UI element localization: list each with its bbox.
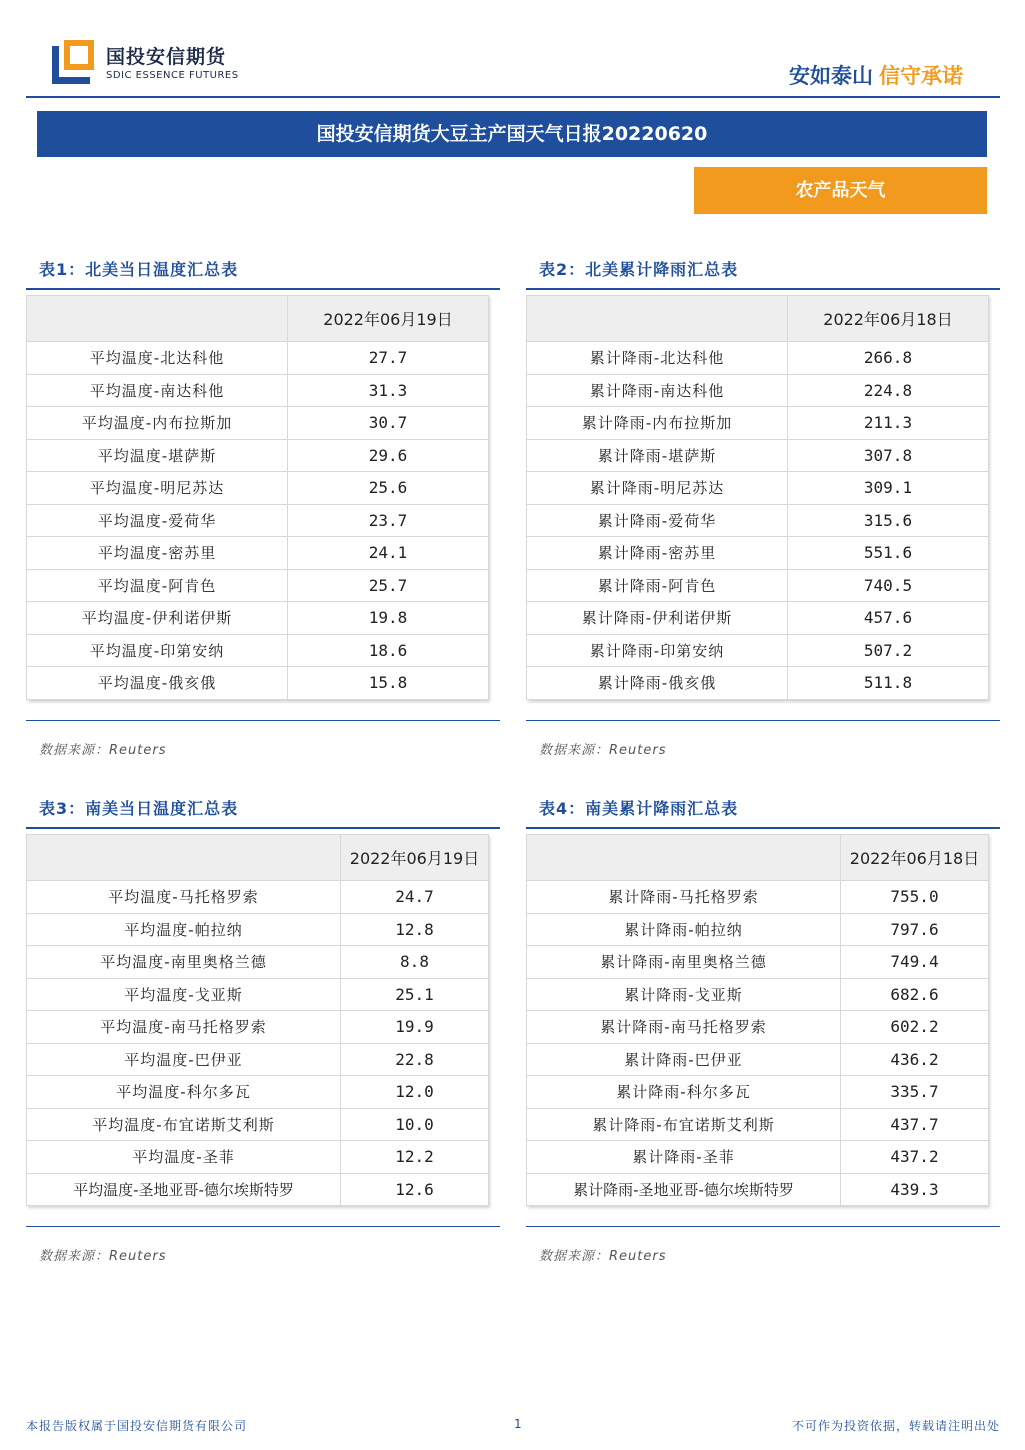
table-row (27, 537, 489, 570)
table-caption: 表2：北美累计降雨汇总表 (539, 260, 739, 279)
data-table (526, 834, 989, 1206)
row-label: 累计降雨-伊利诺伊斯 (527, 602, 788, 635)
table-row (527, 946, 989, 979)
row-value: 29.6 (288, 439, 489, 472)
row-label: 累计降雨-南马托格罗索 (527, 1011, 841, 1044)
data-source: 数据来源：Reuters (539, 742, 667, 758)
copyright-notice: 本报告版权属于国投安信期货有限公司 (26, 1419, 248, 1433)
data-table (26, 295, 489, 700)
row-value: 457.6 (788, 602, 989, 635)
table-row (527, 1043, 989, 1076)
row-label: 累计降雨-印第安纳 (527, 634, 788, 667)
row-value: 24.1 (288, 537, 489, 570)
table-row (27, 1108, 489, 1141)
table-row (527, 439, 989, 472)
row-label: 累计降雨-内布拉斯加 (527, 407, 788, 440)
row-label: 累计降雨-科尔多瓦 (527, 1076, 841, 1109)
row-label: 累计降雨-南里奥格兰德 (527, 946, 841, 979)
row-label: 平均温度-布宜诺斯艾利斯 (27, 1108, 341, 1141)
header-date-cell: 2022年06月19日 (288, 296, 489, 342)
table-section-3 (26, 797, 500, 1264)
row-value: 8.8 (341, 946, 489, 979)
table-row (527, 1108, 989, 1141)
row-value: 266.8 (788, 342, 989, 375)
row-value: 25.1 (341, 978, 489, 1011)
disclaimer: 不可作为投资依据，转载请注明出处 (791, 1419, 1000, 1433)
table-row (527, 881, 989, 914)
company-logo (52, 40, 242, 88)
table-caption: 表4：南美累计降雨汇总表 (539, 799, 739, 818)
table-row (527, 472, 989, 505)
table-row (527, 667, 989, 700)
row-value: 309.1 (788, 472, 989, 505)
table-row (27, 881, 489, 914)
table-caption: 表1：北美当日温度汇总表 (39, 260, 239, 279)
row-label: 平均温度-伊利诺伊斯 (27, 602, 288, 635)
row-value: 439.3 (841, 1173, 989, 1206)
table-row (27, 634, 489, 667)
table-row (27, 407, 489, 440)
row-value: 749.4 (841, 946, 989, 979)
table-row (27, 1173, 489, 1206)
row-value: 224.8 (788, 374, 989, 407)
row-label: 平均温度-科尔多瓦 (27, 1076, 341, 1109)
row-value: 27.7 (288, 342, 489, 375)
row-label: 平均温度-北达科他 (27, 342, 288, 375)
slogan-part2: 信守承诺 (879, 64, 963, 88)
row-value: 437.7 (841, 1108, 989, 1141)
table-row (527, 342, 989, 375)
caption-divider (26, 288, 500, 290)
slogan-part1: 安如泰山 (789, 64, 873, 88)
row-value: 31.3 (288, 374, 489, 407)
row-label: 平均温度-戈亚斯 (27, 978, 341, 1011)
page-footer (26, 1417, 1000, 1437)
row-value: 12.2 (341, 1141, 489, 1174)
report-title: 国投安信期货大豆主产国天气日报20220620 (37, 111, 987, 157)
header-label-cell (527, 835, 841, 881)
row-value: 740.5 (788, 569, 989, 602)
table-row (27, 946, 489, 979)
table-row (527, 407, 989, 440)
row-label: 平均温度-圣地亚哥-德尔埃斯特罗 (27, 1173, 341, 1206)
table-header-row (527, 296, 989, 342)
table-row (27, 602, 489, 635)
row-label: 平均温度-内布拉斯加 (27, 407, 288, 440)
table-row (527, 634, 989, 667)
row-label: 平均温度-帕拉纳 (27, 913, 341, 946)
row-label: 累计降雨-爱荷华 (527, 504, 788, 537)
header-date-cell: 2022年06月18日 (841, 835, 989, 881)
table-row (527, 1076, 989, 1109)
row-value: 24.7 (341, 881, 489, 914)
row-label: 累计降雨-巴伊亚 (527, 1043, 841, 1076)
table-row (527, 504, 989, 537)
caption-divider (526, 827, 1000, 829)
data-source: 数据来源：Reuters (39, 1249, 167, 1264)
row-label: 平均温度-马托格罗索 (27, 881, 341, 914)
row-value: 436.2 (841, 1043, 989, 1076)
row-value: 15.8 (288, 667, 489, 700)
company-name-cn: 国投安信期货 (106, 46, 227, 68)
data-table (526, 295, 989, 700)
row-value: 22.8 (341, 1043, 489, 1076)
row-label: 累计降雨-圣菲 (527, 1141, 841, 1174)
row-value: 797.6 (841, 913, 989, 946)
row-value: 19.8 (288, 602, 489, 635)
row-label: 累计降雨-马托格罗索 (527, 881, 841, 914)
row-value: 335.7 (841, 1076, 989, 1109)
data-source: 数据来源：Reuters (39, 742, 167, 758)
table-header-row (27, 296, 489, 342)
header-date-cell: 2022年06月19日 (341, 835, 489, 881)
table-row (527, 1173, 989, 1206)
table-section-4 (526, 797, 1000, 1264)
row-value: 10.0 (341, 1108, 489, 1141)
row-value: 25.7 (288, 569, 489, 602)
table-row (527, 913, 989, 946)
row-value: 507.2 (788, 634, 989, 667)
row-label: 平均温度-南马托格罗索 (27, 1011, 341, 1044)
table-row (527, 1011, 989, 1044)
row-value: 551.6 (788, 537, 989, 570)
row-label: 累计降雨-阿肯色 (527, 569, 788, 602)
table-row (27, 342, 489, 375)
row-value: 682.6 (841, 978, 989, 1011)
row-label: 平均温度-巴伊亚 (27, 1043, 341, 1076)
row-label: 平均温度-阿肯色 (27, 569, 288, 602)
row-value: 755.0 (841, 881, 989, 914)
row-label: 平均温度-密苏里 (27, 537, 288, 570)
page-number: 1 (514, 1417, 522, 1431)
row-label: 累计降雨-南达科他 (527, 374, 788, 407)
row-value: 211.3 (788, 407, 989, 440)
row-label: 累计降雨-布宜诺斯艾利斯 (527, 1108, 841, 1141)
header-date-cell: 2022年06月18日 (788, 296, 989, 342)
row-value: 437.2 (841, 1141, 989, 1174)
logo-mark-icon (52, 40, 96, 84)
table-row (527, 1141, 989, 1174)
data-source: 数据来源：Reuters (539, 1249, 667, 1264)
table-row (27, 913, 489, 946)
row-value: 511.8 (788, 667, 989, 700)
row-value: 12.8 (341, 913, 489, 946)
header-label-cell (27, 835, 341, 881)
row-label: 平均温度-堪萨斯 (27, 439, 288, 472)
table-header-row (27, 835, 489, 881)
row-value: 23.7 (288, 504, 489, 537)
row-label: 平均温度-爱荷华 (27, 504, 288, 537)
caption-divider (26, 827, 500, 829)
caption-divider (526, 288, 1000, 290)
table-row (27, 569, 489, 602)
data-table (26, 834, 489, 1206)
table-row (527, 978, 989, 1011)
table-bottom-divider (26, 720, 500, 721)
table-row (27, 374, 489, 407)
table-header-row (527, 835, 989, 881)
table-row (527, 602, 989, 635)
table-caption: 表3：南美当日温度汇总表 (39, 799, 239, 818)
row-label: 平均温度-圣菲 (27, 1141, 341, 1174)
row-label: 平均温度-俄亥俄 (27, 667, 288, 700)
row-label: 平均温度-南里奥格兰德 (27, 946, 341, 979)
row-value: 12.0 (341, 1076, 489, 1109)
category-tag: 农产品天气 (694, 167, 987, 214)
table-row (27, 1043, 489, 1076)
row-label: 累计降雨-俄亥俄 (527, 667, 788, 700)
header-label-cell (27, 296, 288, 342)
row-label: 累计降雨-圣地亚哥-德尔埃斯特罗 (527, 1173, 841, 1206)
table-bottom-divider (526, 720, 1000, 721)
table-bottom-divider (526, 1226, 1000, 1227)
row-label: 平均温度-印第安纳 (27, 634, 288, 667)
table-row (27, 978, 489, 1011)
slogan (789, 60, 963, 90)
table-row (27, 504, 489, 537)
table-row (27, 1076, 489, 1109)
table-row (27, 1141, 489, 1174)
row-label: 平均温度-南达科他 (27, 374, 288, 407)
table-row (27, 472, 489, 505)
header-divider (26, 96, 1000, 98)
company-name-en: SDIC ESSENCE FUTURES (106, 70, 239, 81)
row-value: 30.7 (288, 407, 489, 440)
table-section-1 (26, 258, 500, 758)
table-row (27, 439, 489, 472)
row-value: 602.2 (841, 1011, 989, 1044)
row-label: 累计降雨-帕拉纳 (527, 913, 841, 946)
header-label-cell (527, 296, 788, 342)
row-label: 累计降雨-堪萨斯 (527, 439, 788, 472)
table-row (27, 667, 489, 700)
table-row (27, 1011, 489, 1044)
row-value: 12.6 (341, 1173, 489, 1206)
table-row (527, 374, 989, 407)
table-bottom-divider (26, 1226, 500, 1227)
row-label: 累计降雨-戈亚斯 (527, 978, 841, 1011)
row-value: 18.6 (288, 634, 489, 667)
table-section-2 (526, 258, 1000, 758)
row-label: 累计降雨-密苏里 (527, 537, 788, 570)
row-label: 平均温度-明尼苏达 (27, 472, 288, 505)
row-label: 累计降雨-明尼苏达 (527, 472, 788, 505)
row-label: 累计降雨-北达科他 (527, 342, 788, 375)
table-row (527, 537, 989, 570)
table-row (527, 569, 989, 602)
row-value: 315.6 (788, 504, 989, 537)
row-value: 19.9 (341, 1011, 489, 1044)
row-value: 25.6 (288, 472, 489, 505)
row-value: 307.8 (788, 439, 989, 472)
